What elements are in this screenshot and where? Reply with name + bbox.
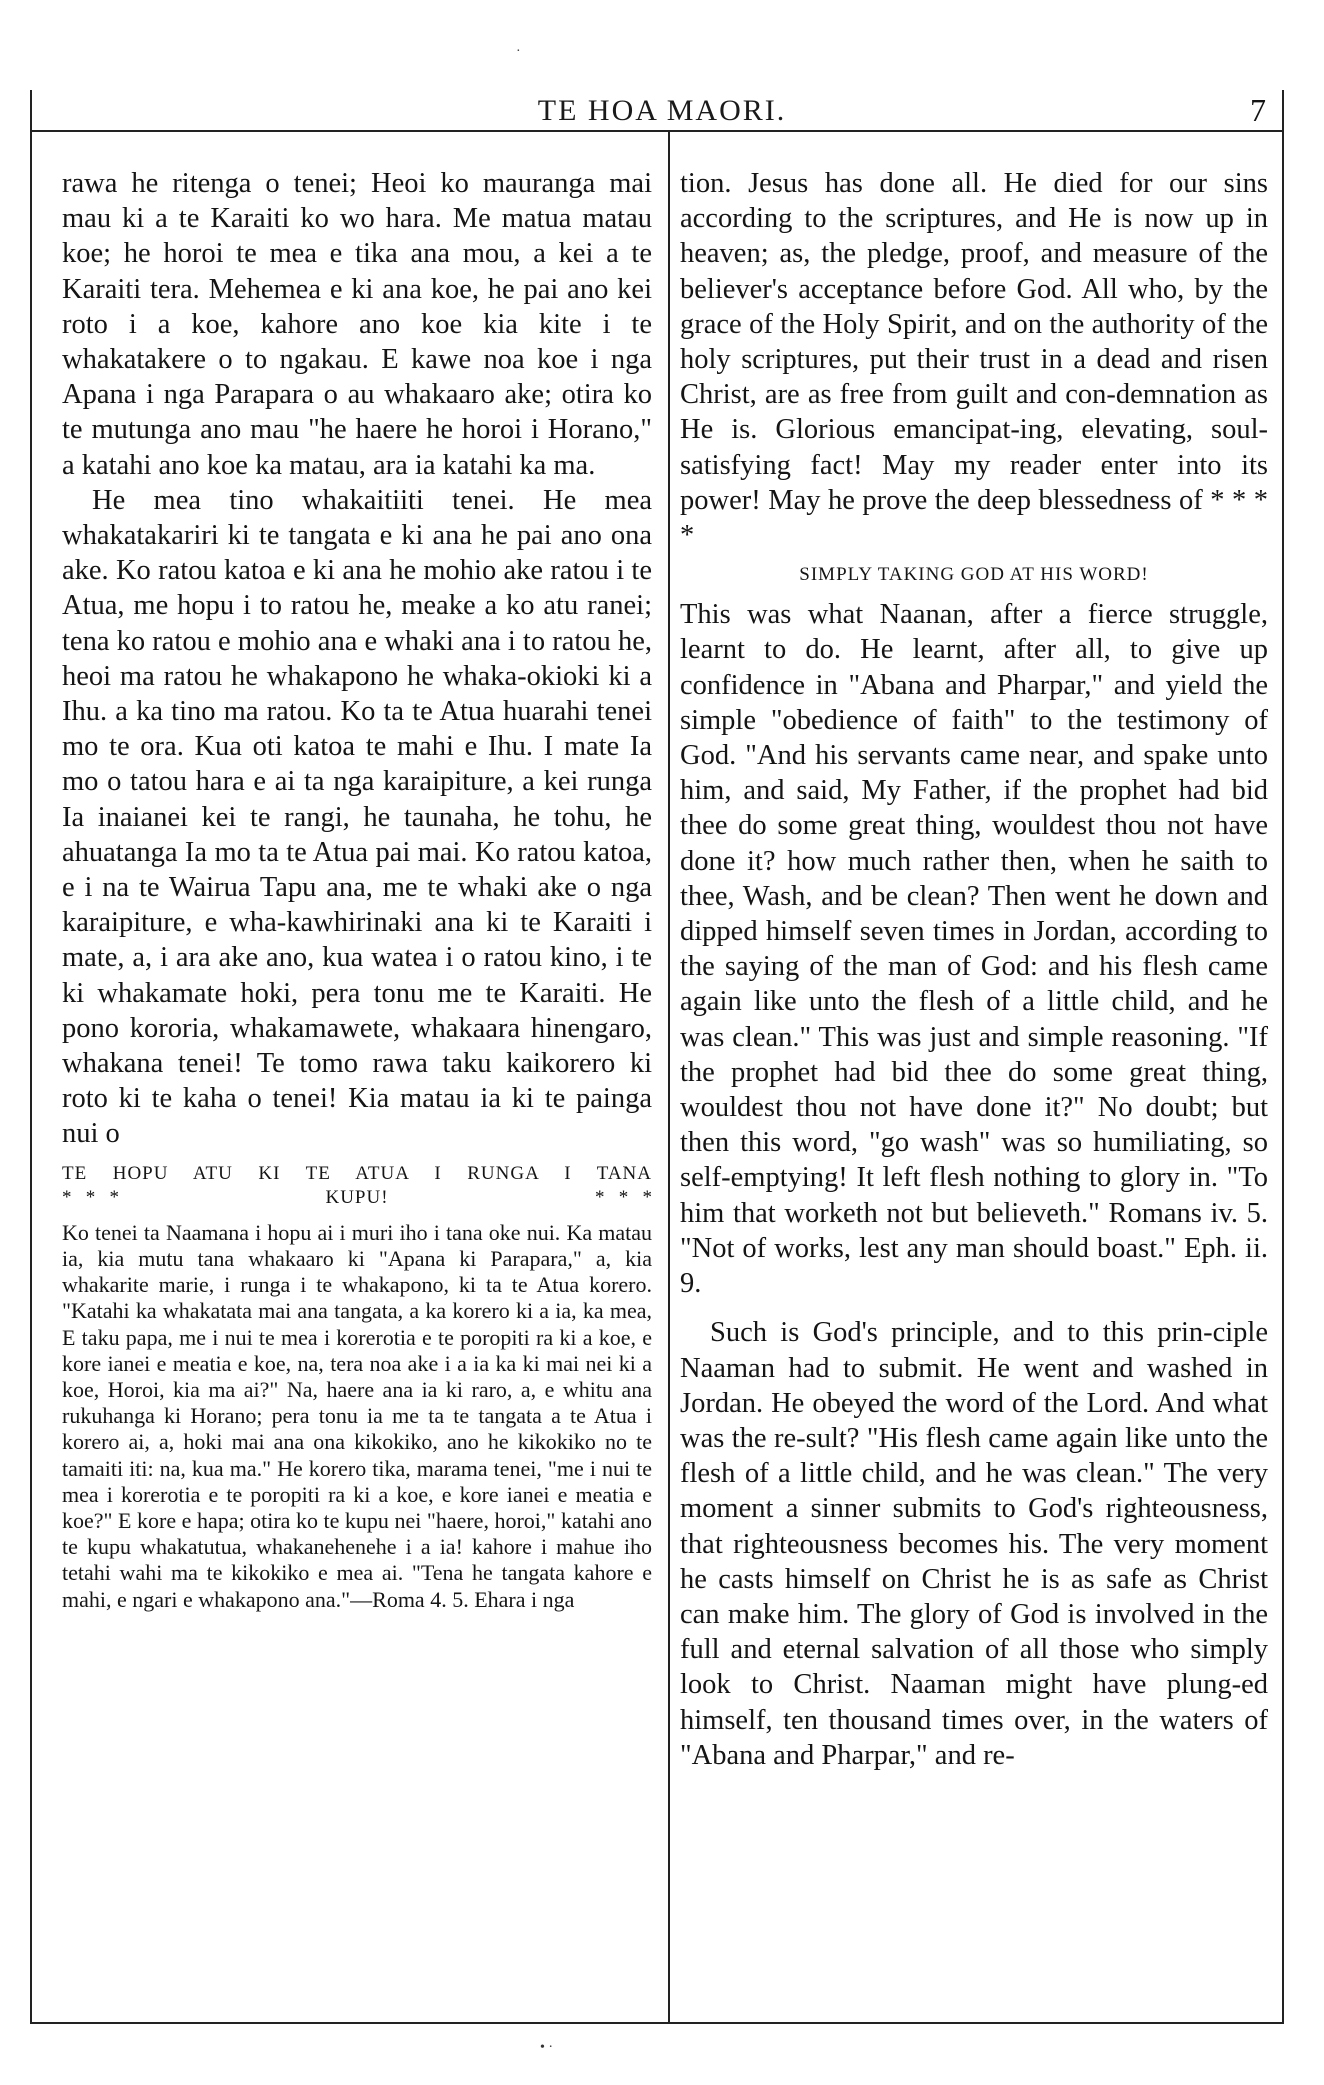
right-section-paragraph-2: Such is God's principle, and to this prin-ciple Naaman had to submit. He went and washed in Jordan. He obeyed the word of the Lord. And what was the re-sult? "His flesh came again like unto the flesh of a little child, and he was clean." The very moment a sinner submits to God's righteousness, that righteousness becomes his. The very moment he casts himself on Christ he is as safe as Christ can make him. The glory of God is involved in the full and eternal salvation of all those who simply look to Christ. Naaman might have plung-ed himself, ten thousand times over, in the waters of "Abana and Pharpar," and re-	[680, 1317, 1268, 1771]
left-extract-paragraph: Ko tenei ta Naamana i hopu ai i muri iho i tana oke nui. Ka matau ia, kia mutu tana whakaaro ki "Apana ki Parapara," a, kia whakarite marie, i runga i te whakapono, ki ta te Atua korero. "Katahi ka whakatata mai ana tangata, a ka korero ki a ia, ka mea, E taku papa, me i nui te mea i korerotia e te poropiti ra ki a koe, e kore ianei e meatia e koe, na, tera noa ake i a ia ka ki mai nei ki a koe, Horoi, kia ma ai?" Na, haere ana ia ki raro, a, e whitu ana rukuhanga ki Horano; pera tonu ia me ta te tangata a te Atua i korero ai, a, hoki mai ana ona kikokiko, ano he kikokiko no te tamaiti iti: na, kua ma." He korero tika, marama tenei, "me i nui te mea i korerotia e te poropiti ra ki a koe, e kore ianei e meatia e koe?" E kore e hapa; otira ko te kupu nei "haere, horoi," katahi ano te kupu whakatutua, whakanehenehe i a ia! kahore i mahue iho tetahi wahi ma te kikokiko e mea ai. "Tena he tangata kahore e mahi, e ngari e whakapono ana."—Roma 4. 5. Ehara i nga	[62, 1219, 652, 1612]
ink-speck-bottom: • ·	[540, 2040, 554, 2055]
header-rule	[30, 130, 1284, 132]
ink-speck-top: ·	[516, 44, 521, 59]
left-section-heading	[62, 1162, 652, 1210]
right-section-heading: SIMPLY TAKING GOD AT HIS WORD!	[799, 564, 1149, 586]
left-column	[62, 166, 652, 1613]
heading-word: KUPU!	[325, 1186, 389, 1208]
heading-stars-left: * * *	[62, 1186, 119, 1208]
left-section-heading-line2	[62, 1186, 652, 1210]
running-title: TE HOA MAORI.	[537, 94, 787, 127]
right-section-paragraph-1: This was what Naanan, after a fierce struggle, learnt to do. He learnt, after all, to give up confidence in "Abana and Pharpar," and yield the simple "obedience of faith" to the testimony of God. "And his servants came near, and spake unto him, and said, My Father, if the prophet had bid thee do some great thing, wouldest thou not have done it? how much rather then, when he saith to thee, Wash, and be clean? Then went he down and dipped himself seven times in Jordan, according to the saying of the man of God: and his flesh came again like unto the flesh of a little child, and he was clean." This was just and simple reasoning. "If the prophet had bid thee do some great thing, wouldest thou not have done it?" No doubt; but then this word, "go wash" was so humiliating, so self-emptying! It left flesh nothing to glory in. "To him that worketh not but believeth." Romans iv. 5. "Not of works, lest any man should boast." Eph. ii. 9.	[680, 599, 1268, 1300]
left-paragraph-2: He mea tino whakaitiiti tenei. He mea whakatakariri ki te tangata e ki ana he pai ano ona ake. Ko ratou katoa e ki ana he mohio ake ratou i te Atua, me hopu i to ratou he, meake a ko atu ranei; tena ko ratou e mohio ana e whaki ana i to ratou he, heoi ma ratou he whakapono he whaka-okioki ki a Ihu. a ka tino ma ratou. Ko ta te Atua huarahi tenei mo te ora. Kua oti katoa te mahi e Ihu. I mate Ia mo o tatou hara e ai ta nga karaipiture, a kei runga Ia inaianei kei te rangi, he taunaha, he tohu, he ahuatanga Ia mo ta te Atua pai mai. Ko ratou katoa, e i na te Wairua Tapu ana, me te whaki ake o nga karaipiture, e wha-kawhirinaki ana ki te Karaiti i mate, a, i ara ake ano, kua watea i o ratou kino, i te ki whakamate hoki, pera tonu me te Karaiti. He pono kororia, whakamawete, whakaara hinengaro, whakana tenei! Te tomo rawa taku kaikorero ki roto ki te kaha o tenei! Kia matau ia ki te painga nui o	[62, 484, 652, 1150]
right-column	[680, 166, 1268, 1773]
page-number: 7	[1250, 92, 1266, 128]
left-section-heading-line1: TE HOPU ATU KI TE ATUA I RUNGA I TANA	[62, 1162, 652, 1184]
column-divider	[668, 132, 670, 2022]
heading-stars-right: * * *	[595, 1186, 652, 1208]
left-paragraph-1: rawa he ritenga o tenei; Heoi ko mauranga mai mau ki a te Karaiti ko wo hara. Me matua matau koe; he horoi te mea e tika ana mou, a kei a te Karaiti tera. Mehemea e ki ana koe, he pai ano kei roto i a koe, kahore ano koe kia kite i te whakatakere o to ngakau. E kawe noa koe i nga Apana i nga Parapara o au whakaaro ake; otira ko te mutunga ano mau "he haere he horoi i Horano," a katahi ano koe ka matau, ara ia katahi ka ma.	[62, 168, 652, 481]
footer-rule	[30, 2022, 1284, 2024]
right-paragraph-1: tion. Jesus has done all. He died for our sins according to the scriptures, and He is now up in heaven; as, the pledge, proof, and measure of the believer's acceptance before God. All who, by the grace of the Holy Spirit, and on the authority of the holy scriptures, put their trust in a dead and risen Christ, are as free from guilt and con-demnation as He is. Glorious emancipat-ing, elevating, soul-satisfying fact! May my reader enter into its power! May he prove the deep blessedness of * * * *	[680, 168, 1268, 552]
